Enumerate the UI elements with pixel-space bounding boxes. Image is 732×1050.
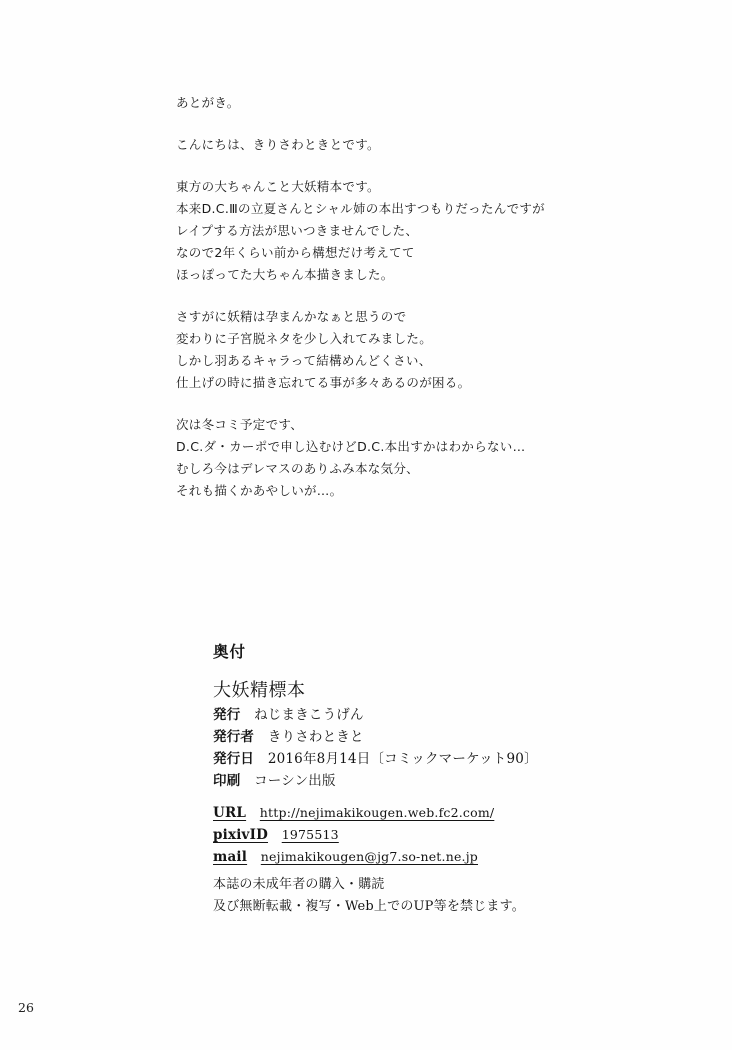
afterword-line: レイプする方法が思いつきませんでした、 — [176, 223, 419, 238]
afterword-line: ほっぽってた大ちゃん本描きました。 — [176, 267, 394, 282]
notice-line: 及び無断転載・複写・Web上でのUP等を禁じます。 — [213, 899, 525, 914]
afterword-paragraph — [176, 92, 626, 114]
afterword-paragraph — [176, 176, 626, 286]
afterword-line: 変わりに子宮脱ネタを少し入れてみました。 — [176, 331, 433, 346]
afterword-paragraph — [176, 414, 626, 502]
afterword-line: 仕上げの時に描き忘れてる事が多々あるのが困る。 — [176, 375, 471, 390]
afterword-paragraph — [176, 134, 626, 156]
colophon-row-author — [213, 726, 633, 748]
afterword-line: それも描くかあやしいが…。 — [176, 483, 343, 498]
colophon-row-pixiv — [213, 824, 633, 846]
row-label: 発行 — [213, 707, 241, 723]
afterword-line: しかし羽あるキャラって結構めんどくさい、 — [176, 353, 432, 368]
afterword-line: 次は冬コミ予定です、 — [176, 417, 304, 432]
afterword-line: さすがに妖精は孕まんかなぁと思うので — [176, 309, 407, 324]
row-value: ねじまきこうげん — [254, 707, 364, 723]
colophon-section — [213, 640, 633, 918]
afterword-line: 本来D.C.Ⅲの立夏さんとシャル姉の本出すつもりだったんですが — [176, 201, 545, 216]
colophon-row-date — [213, 748, 633, 770]
row-value: きりさわときと — [267, 729, 364, 745]
colophon-heading: 奥付 — [213, 642, 247, 661]
pixiv-id-value: 1975513 — [281, 827, 339, 842]
page-number: 26 — [18, 1000, 34, 1015]
row-label: 発行者 — [213, 729, 255, 745]
row-label: URL — [213, 805, 247, 821]
colophon-row-mail — [213, 846, 633, 868]
notice-line: 本誌の未成年者の購入・購読 — [213, 877, 385, 892]
afterword-line: 東方の大ちゃんこと大妖精本です。 — [176, 179, 380, 194]
afterword-line: あとがき。 — [176, 95, 240, 110]
colophon-row-printer — [213, 770, 633, 792]
row-label: mail — [213, 849, 248, 865]
row-label: pixivID — [213, 827, 269, 843]
row-label: 印刷 — [213, 773, 241, 789]
url-link[interactable]: http://nejimakikougen.web.fc2.com/ — [259, 805, 495, 820]
row-value: コーシン出版 — [254, 773, 336, 789]
colophon-row-publisher — [213, 704, 633, 726]
afterword-line: こんにちは、きりさわときとです。 — [176, 137, 380, 152]
colophon-title: 大妖精標本 — [213, 680, 306, 701]
afterword-section — [176, 92, 626, 522]
afterword-line: D.C.ダ・カーポで申し込むけどD.C.本出すかはわからない… — [176, 439, 526, 454]
afterword-paragraph — [176, 306, 626, 394]
afterword-line: なので2年くらい前から構想だけ考えてて — [176, 245, 415, 260]
row-value: 2016年8月14日〔コミックマーケット90〕 — [267, 751, 538, 767]
colophon-row-url — [213, 802, 633, 824]
row-label: 発行日 — [213, 751, 255, 767]
mail-link[interactable]: nejimakikougen@jg7.so-net.ne.jp — [260, 849, 479, 864]
afterword-line: むしろ今はデレマスのありふみ本な気分、 — [176, 461, 419, 476]
